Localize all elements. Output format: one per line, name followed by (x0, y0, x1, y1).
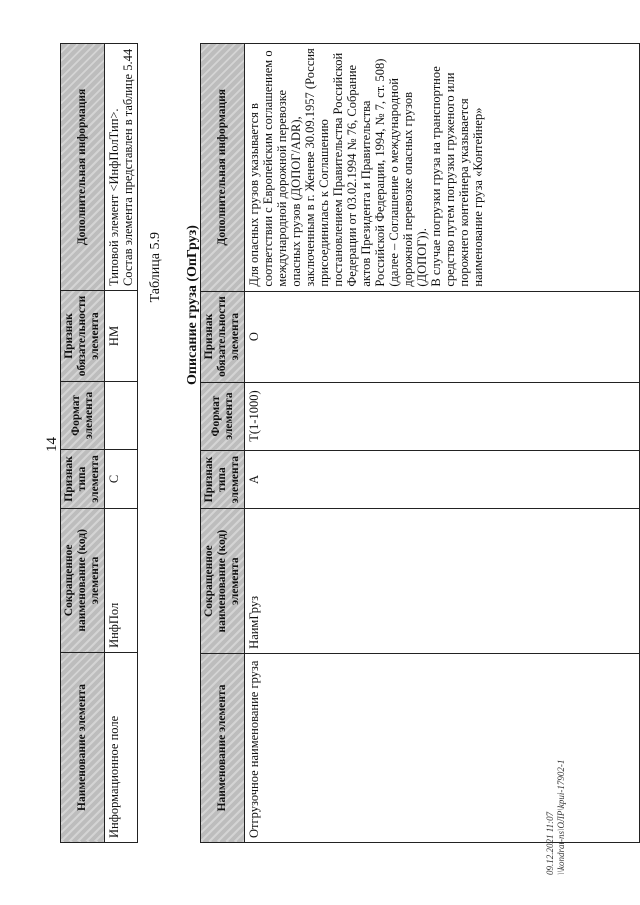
table-information-field (60, 43, 138, 843)
header-element-type: Признак типа элемента (201, 450, 245, 509)
cell-required: НМ (105, 291, 138, 382)
cell-type: А (245, 450, 640, 509)
header-element-type: Признак типа элемента (61, 449, 105, 508)
cell-info (105, 44, 138, 291)
page-number: 14 (44, 437, 60, 452)
table-cargo-description (200, 43, 640, 843)
cell-name: Информационное поле (105, 652, 138, 842)
stamp-path: \\kondrat-ns\ОЛР\kpui-17902-1 (556, 759, 566, 875)
table-header-row (61, 44, 105, 843)
header-element-required: Признак обязательности элемента (201, 291, 245, 382)
cell-format: Т(1-1000) (245, 382, 640, 450)
cell-code: ИнфПол (105, 508, 138, 652)
header-element-required: Признак обязательности элемента (61, 291, 105, 382)
header-element-format: Формат элемента (201, 382, 245, 450)
header-additional-info: Дополнительная информация (201, 44, 245, 292)
header-element-format: Формат элемента (61, 381, 105, 449)
header-element-code: Сокращенное наименование (код) элемента (61, 508, 105, 652)
info-line: Состав элемента представлен в таблице 5.44 (121, 48, 135, 287)
info-paragraph: Для опасных грузов указывается в соответствии с Европейским соглашением о международной дорожной перевозке опасных грузов (ДОПОГ/ADR), заключенным в г. Женеве 30.09.1957 (Россия присоединилась к Соглашению постановлением Правительства Российской Федерации от 03.02.1994 № 76, Собрание актов Президента и Правительства Российской Федерации, 1994, № 7, ст. 508) (далее – Соглашение о международной дорожной перевозке опасных грузов (ДОПОГ)). (247, 48, 429, 287)
info-paragraph: В случае погрузки груза на транспортное средство путем погрузки груженого или порожнего контейнера указывается наименование груза «Контейнер» (429, 66, 485, 287)
header-element-name: Наименование элемента (201, 653, 245, 842)
cell-code: НаимГруз (245, 509, 640, 653)
header-additional-info: Дополнительная информация (61, 44, 105, 291)
table-row (105, 44, 138, 843)
table-caption-number: Таблица 5.9 (148, 232, 163, 303)
stamp-date: 09.12.2021 11:07 (545, 811, 555, 875)
cell-required: О (245, 291, 640, 382)
info-line: Типовой элемент <ИнфПолТип>. (107, 108, 121, 287)
table-caption-title: Описание груза (ОпГруз) (185, 225, 200, 385)
header-element-name: Наименование элемента (61, 652, 105, 842)
table-header-row (201, 44, 245, 843)
cell-info (245, 44, 640, 292)
header-element-code: Сокращенное наименование (код) элемента (201, 509, 245, 653)
print-stamp (545, 760, 567, 875)
table-row (245, 44, 640, 843)
cell-name: Отгрузочное наименование груза (245, 653, 640, 842)
cell-type: С (105, 449, 138, 508)
cell-format (105, 381, 138, 449)
